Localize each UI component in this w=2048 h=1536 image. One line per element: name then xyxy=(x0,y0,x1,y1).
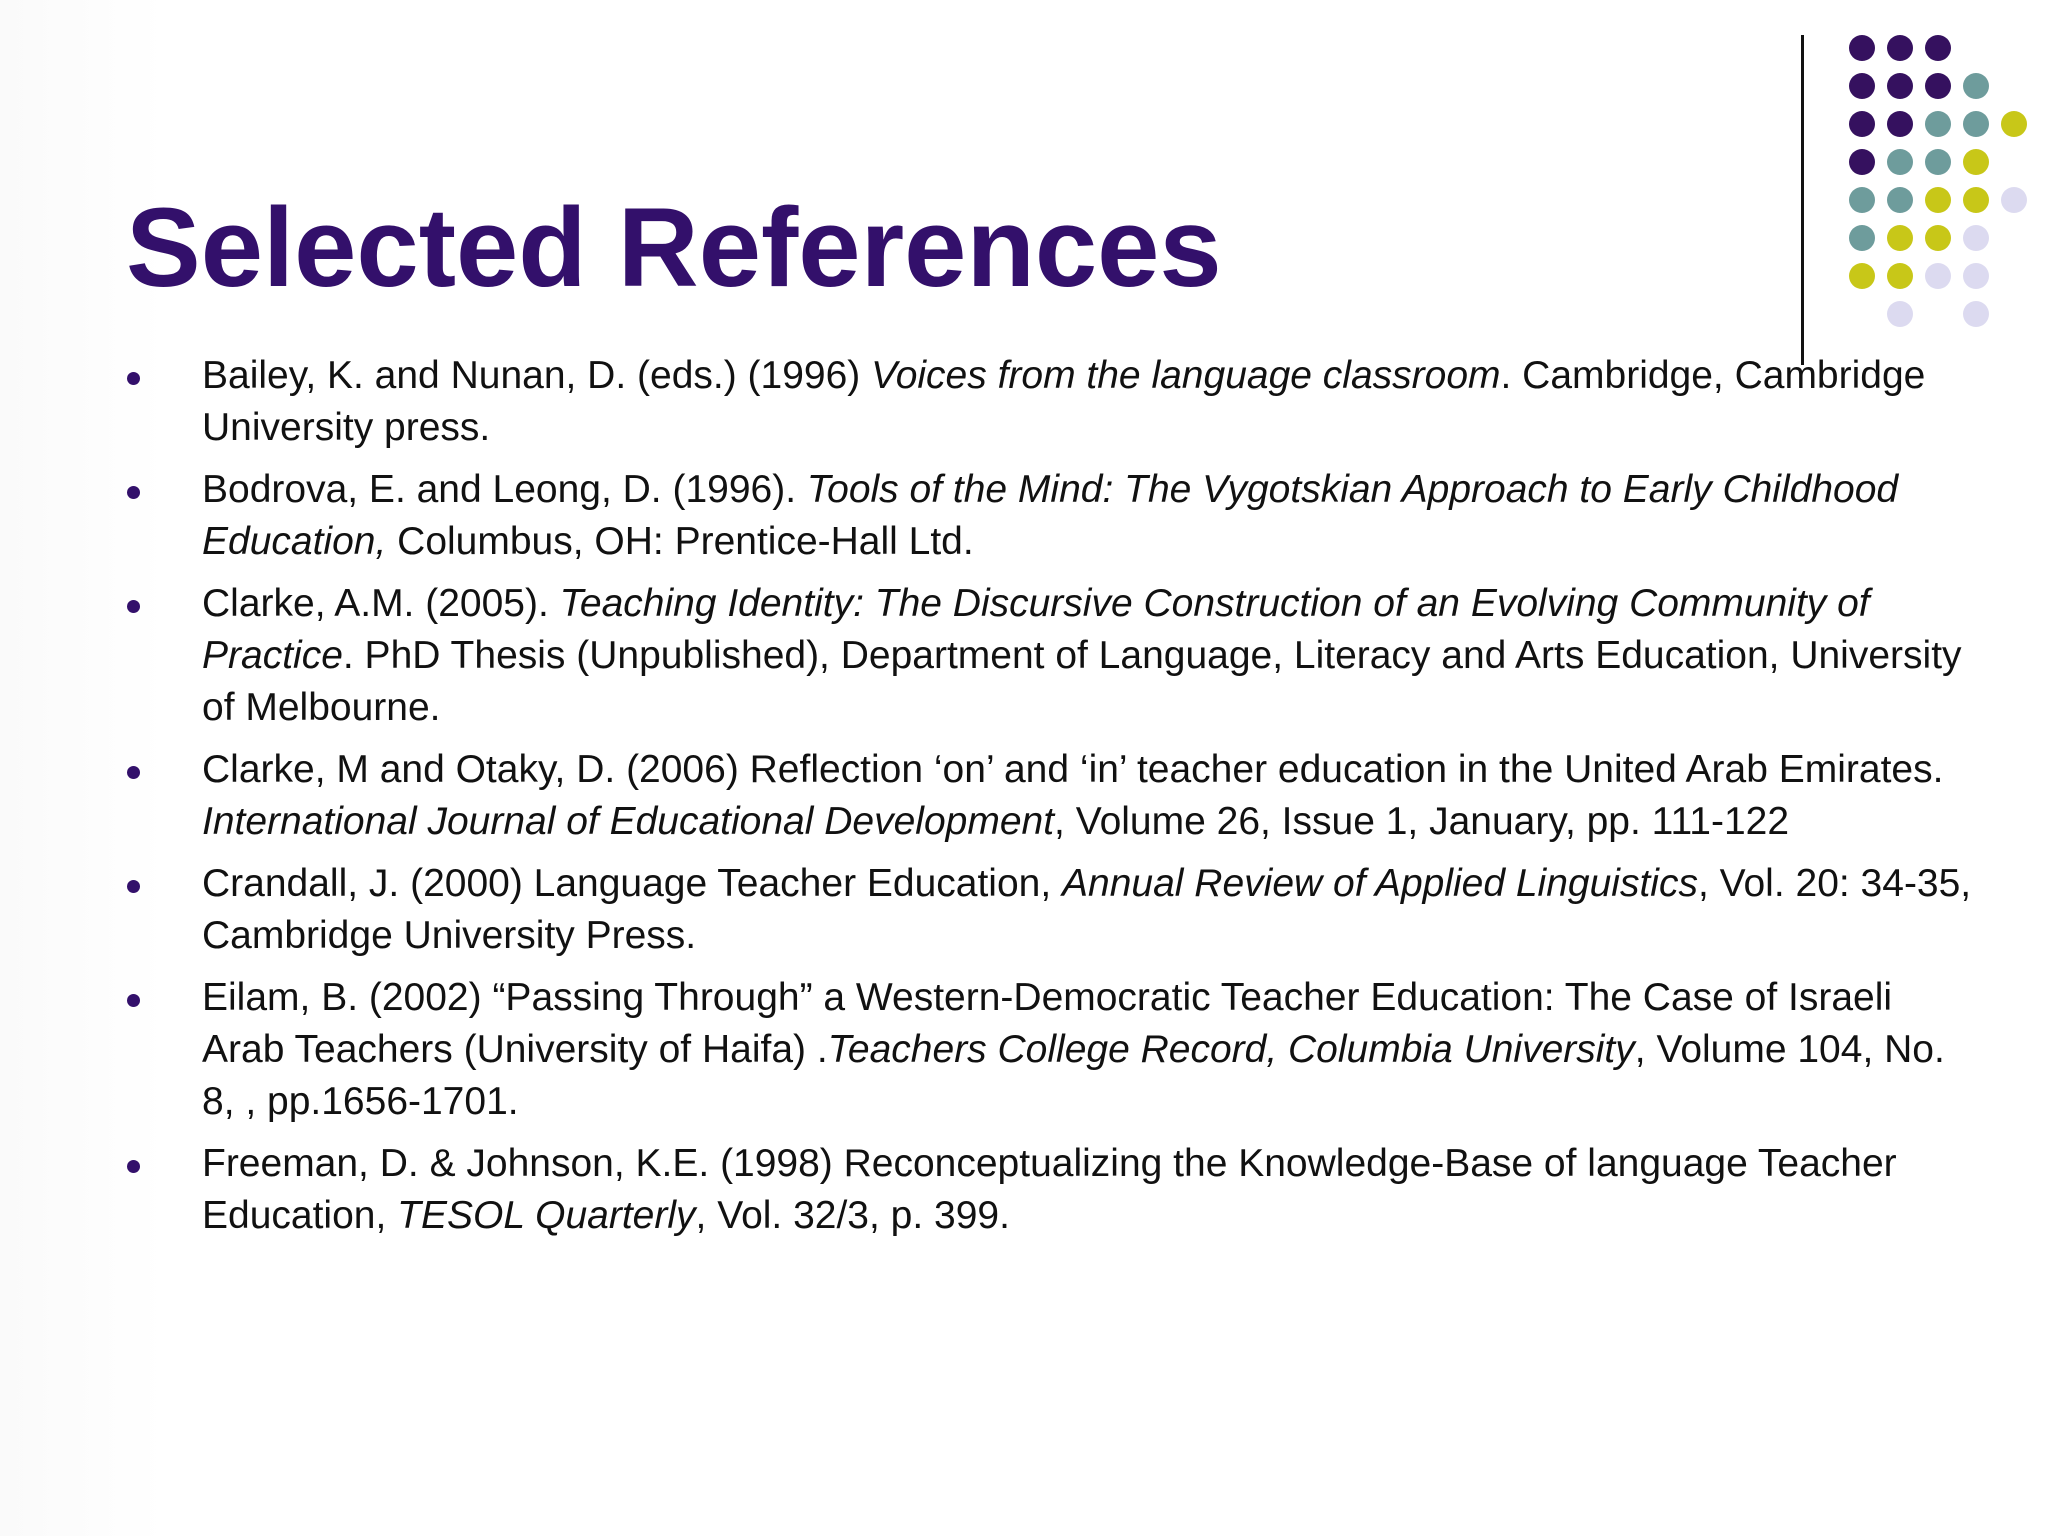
reference-item xyxy=(126,464,1976,568)
reference-text-pre: Bailey, K. and Nunan, D. (eds.) (1996) xyxy=(202,354,872,397)
decorative-dot xyxy=(1849,225,1875,251)
decorative-dot xyxy=(1849,187,1875,213)
reference-text-pre: Eilam, B. (2002) “Passing Through” a Western-Democratic Teacher Education: The Case of Israeli Arab Teachers (University of Haifa) . xyxy=(202,976,1893,1071)
decorative-dot xyxy=(1887,263,1913,289)
reference-text-italic: Tools of the Mind: The Vygotskian Approach to Early Childhood Education, xyxy=(202,468,1899,563)
decorative-dot xyxy=(1849,73,1875,99)
reference-text-italic: TESOL Quarterly xyxy=(397,1194,696,1237)
decorative-dot xyxy=(1925,263,1951,289)
decorative-dot xyxy=(1925,149,1951,175)
reference-text-post: . Cambridge, Cambridge University press. xyxy=(202,354,1926,449)
decorative-dot xyxy=(1925,225,1951,251)
decorative-dot xyxy=(1849,263,1875,289)
reference-text-pre: Freeman, D. & Johnson, K.E. (1998) Reconceptualizing the Knowledge-Base of language Teacher Education, xyxy=(202,1142,1897,1237)
decorative-dot xyxy=(1887,111,1913,137)
decorative-dot xyxy=(1925,35,1951,61)
decorative-dot xyxy=(1849,149,1875,175)
reference-text-pre: Bodrova, E. and Leong, D. (1996). xyxy=(202,468,807,511)
reference-text-italic: Teachers College Record, Columbia University xyxy=(827,1028,1635,1071)
slide-title: Selected References xyxy=(126,185,1222,310)
decorative-dot xyxy=(1925,111,1951,137)
reference-item xyxy=(126,578,1976,734)
decorative-dot xyxy=(1963,187,1989,213)
reference-text-post: , Vol. 20: 34-35, Cambridge University Press. xyxy=(202,862,1972,957)
reference-text-post: , Volume 26, Issue 1, January, pp. 111-122 xyxy=(1054,800,1790,843)
decorative-dot xyxy=(1887,73,1913,99)
reference-item xyxy=(126,350,1976,454)
reference-text-italic: Voices from the language classroom xyxy=(871,354,1501,397)
bullet-icon xyxy=(127,600,140,613)
reference-text-post: , Volume 104, No. 8, , pp.1656-1701. xyxy=(202,1028,1945,1123)
decorative-dot xyxy=(1963,111,1989,137)
reference-text-post: , Vol. 32/3, p. 399. xyxy=(695,1194,1010,1237)
decorative-dot xyxy=(2001,187,2027,213)
decorative-dot xyxy=(1963,263,1989,289)
decorative-dot xyxy=(1849,111,1875,137)
reference-list xyxy=(126,350,1976,1252)
decorative-dot xyxy=(2001,111,2027,137)
decorative-dot xyxy=(1849,35,1875,61)
reference-text-post: Columbus, OH: Prentice-Hall Ltd. xyxy=(386,520,974,563)
reference-item xyxy=(126,858,1976,962)
decorative-dot xyxy=(1887,35,1913,61)
bullet-icon xyxy=(127,372,140,385)
reference-item xyxy=(126,972,1976,1128)
reference-text-italic: International Journal of Educational Development xyxy=(202,800,1055,843)
decorative-dot xyxy=(1925,73,1951,99)
reference-item xyxy=(126,744,1976,848)
bullet-icon xyxy=(127,486,140,499)
reference-text-italic: Teaching Identity: The Discursive Construction of an Evolving Community of Practice xyxy=(202,582,1870,677)
decorative-dot xyxy=(1925,187,1951,213)
reference-text-italic: Annual Review of Applied Linguistics xyxy=(1062,862,1698,905)
reference-item xyxy=(126,1138,1976,1242)
reference-text-pre: Crandall, J. (2000) Language Teacher Education, xyxy=(202,862,1063,905)
vertical-divider-line xyxy=(1801,35,1804,365)
decorative-dot xyxy=(1963,301,1989,327)
bullet-icon xyxy=(127,1160,140,1173)
decorative-dot xyxy=(1963,149,1989,175)
decorative-dot xyxy=(1963,73,1989,99)
decorative-dot xyxy=(1887,149,1913,175)
reference-text-pre: Clarke, A.M. (2005). xyxy=(202,582,560,625)
bullet-icon xyxy=(127,994,140,1007)
decorative-dot xyxy=(1887,225,1913,251)
bullet-icon xyxy=(127,766,140,779)
reference-text-post: . PhD Thesis (Unpublished), Department of Language, Literacy and Arts Education, University of Melbourne. xyxy=(202,634,1962,729)
decorative-dot xyxy=(1963,225,1989,251)
bullet-icon xyxy=(127,880,140,893)
decorative-dot xyxy=(1887,187,1913,213)
reference-text-pre: Clarke, M and Otaky, D. (2006) Reflection ‘on’ and ‘in’ teacher education in the United Arab Emirates. xyxy=(202,748,1944,791)
decorative-dot xyxy=(1887,301,1913,327)
